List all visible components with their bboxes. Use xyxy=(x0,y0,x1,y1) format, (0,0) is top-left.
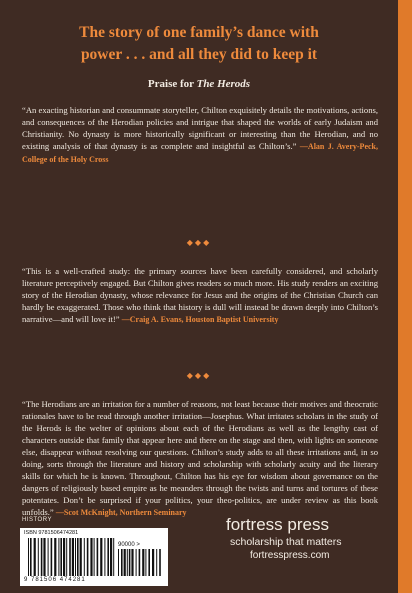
ornament-divider: ◆◆◆ xyxy=(186,238,212,247)
blurb-3-attribution: —Scot McKnight, Northern Seminary xyxy=(55,508,187,517)
book-title: The Herods xyxy=(196,78,251,90)
headline xyxy=(0,22,398,66)
headline-line-2: power . . . and all they did to keep it xyxy=(80,46,318,63)
isbn-text: ISBN 9781506474281 xyxy=(24,530,79,536)
blurb-2 xyxy=(22,265,378,326)
addon-barcode xyxy=(118,549,162,576)
publisher-block xyxy=(226,515,386,563)
category-label: HISTORY xyxy=(22,517,52,523)
barcode-panel xyxy=(20,528,168,586)
blurb-3 xyxy=(22,398,378,519)
price-code: 90000 > xyxy=(118,542,140,548)
headline-line-1: The story of one family’s dance with xyxy=(79,24,319,41)
blurb-1-attribution: —Alan J. Avery-Peck, College of the Holy Cross xyxy=(22,142,378,164)
blurb-2-attribution: —Craig A. Evans, Houston Baptist University xyxy=(121,315,279,324)
ean-barcode xyxy=(28,538,116,576)
publisher-tagline: scholarship that matters xyxy=(230,536,342,548)
ornament-divider: ◆◆◆ xyxy=(186,371,212,380)
blurb-3-text: “The Herodians are an irritation for a number of reasons, not least because their motives and theocratic rationales have to be read through another irritation—Josephus. What irritates scholars in the study of the Herods is the welter of opinions about each of the Herodians as well as the lengthy cast of characters outside that family that appear here and there on the stage and then, with lights on someone else, disappear without resolving our questions. Chilton’s study adds to all these irritations and, in so doing, sorts through the literature and history and scholarship with scholarly acuity and the literary skills for which he is known. Throughout, Chilton has his eye for wisdom about governance on the dangers of religiously based empire as he meanders through the twists and turns and tortures of these potentates. Don’t be surprised if your politics, your theo-politics, are under review as this book unfolds.” xyxy=(22,399,378,517)
praise-prefix: Praise for xyxy=(147,78,197,90)
publisher-url: fortresspress.com xyxy=(250,550,330,561)
praise-heading xyxy=(0,78,398,90)
orange-edge-strip xyxy=(398,0,412,593)
blurb-2-text: “This is a well-crafted study: the primary sources have been carefully considered, and scholarly literature perceptively engaged. But Chilton gives readers so much more. His study renders an exciting story of the Herodian dynasty, whose relevance for Jesus and the origins of the Christian Church can hardly be exaggerated. Those who think that history is dull will instead be drawn deeply into Chilton’s narrative—and will love it!” xyxy=(22,266,378,324)
barcode-digits: 9 781506 474281 xyxy=(24,577,86,583)
publisher-name: fortress press xyxy=(226,515,329,534)
blurb-1-text: “An exacting historian and consummate storyteller, Chilton exquisitely details the motivations, actions, and consequences of the Herodian policies and intrigue that shaped the worlds of early Judaism and Christianity. No dynasty is more historically significant or interesting than the Herodian, and no existing analysis of that dynasty is as complete and insightful as Chilton’s.” xyxy=(22,105,378,151)
blurb-1 xyxy=(22,104,378,166)
